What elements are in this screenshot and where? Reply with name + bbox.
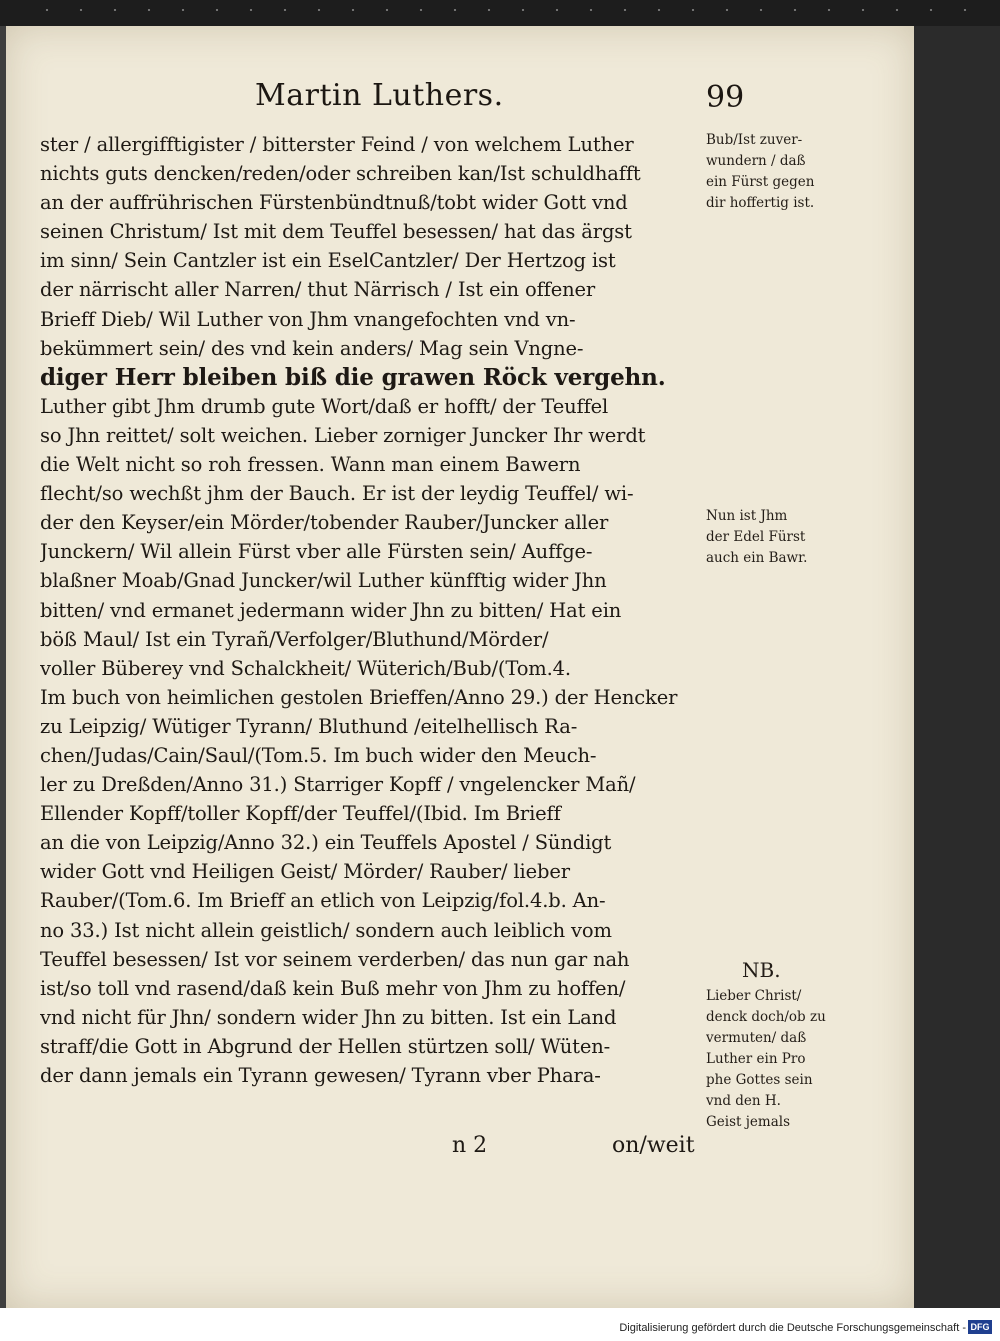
text-line: flecht/so wechßt jhm der Bauch. Er ist der leydig Teuffel/ wi- <box>40 482 634 506</box>
text-line: ist/so toll vnd rasend/daß kein Buß mehr von Jhm zu hoffen/ <box>40 976 626 1000</box>
running-head: Martin Luthers. <box>255 78 504 113</box>
text-line: voller Büberey vnd Schalckheit/ Wüterich/Bub/(Tom.4. <box>40 656 571 680</box>
main-text-column <box>40 130 704 1090</box>
marginal-line: ein Fürst gegen <box>706 174 815 190</box>
text-line: Teuffel besessen/ Ist vor seinem verderben/ das nun gar nah <box>40 947 630 971</box>
text-line: im sinn/ Sein Cantzler ist ein EselCantzler/ Der Hertzog ist <box>40 249 616 273</box>
text-line: seinen Christum/ Ist mit dem Teuffel besessen/ hat das ärgst <box>40 220 632 244</box>
marginal-line: Geist jemals <box>706 1114 791 1130</box>
text-line: an die von Leipzig/Anno 32.) ein Teuffels Apostel / Sündigt <box>40 831 612 855</box>
marginal-note-2 <box>706 506 844 569</box>
marginal-line: der Edel Fürst <box>706 529 806 545</box>
text-line: so Jhn reittet/ solt weichen. Lieber zorniger Juncker Ihr werdt <box>40 423 646 447</box>
marginal-line: wundern / daß <box>706 153 806 169</box>
text-line: an der auffrührischen Fürstenbündtnuß/tobt wider Gott vnd <box>40 191 628 215</box>
marginal-line: Luther ein Pro <box>706 1051 806 1067</box>
text-line: Rauber/(Tom.6. Im Brieff an etlich von Leipzig/fol.4.b. An- <box>40 889 606 913</box>
marginal-line: Bub/Ist zuver- <box>706 132 803 148</box>
marginal-nb: NB. <box>742 958 781 982</box>
text-line: vnd nicht für Jhn/ sondern wider Jhn zu bitten. Ist ein Land <box>40 1005 617 1029</box>
text-line: nichts guts dencken/reden/oder schreiben kan/Ist schuldhafft <box>40 162 641 186</box>
signature-mark: n 2 <box>452 1133 488 1158</box>
marginal-line: vermuten/ daß <box>706 1030 807 1046</box>
text-line: die Welt nicht so roh fressen. Wann man einem Bawern <box>40 453 581 477</box>
marginal-line: phe Gottes sein <box>706 1072 813 1088</box>
text-line: der den Keyser/ein Mörder/tobender Rauber/Juncker aller <box>40 511 609 535</box>
text-line: der dann jemals ein Tyrann gewesen/ Tyrann vber Phara- <box>40 1064 601 1087</box>
text-line: böß Maul/ Ist ein Tyrañ/Verfolger/Bluthund/Mörder/ <box>40 627 549 651</box>
marginal-note-1 <box>706 130 844 214</box>
text-line: Ellender Kopff/toller Kopff/der Teuffel/(Ibid. Im Brieff <box>40 802 561 826</box>
marginal-line: Nun ist Jhm <box>706 508 788 524</box>
text-line: no 33.) Ist nicht allein geistlich/ sondern auch leiblich vom <box>40 918 612 942</box>
marginal-line: vnd den H. <box>706 1093 781 1109</box>
digitization-credit: Digitalisierung gefördert durch die Deutsche Forschungsgemeinschaft - <box>619 1322 966 1334</box>
scanner-dots <box>30 9 980 11</box>
text-line: Luther gibt Jhm drumb gute Wort/daß er hofft/ der Teuffel <box>40 394 609 418</box>
page-number: 99 <box>706 80 745 115</box>
marginal-note-3 <box>706 986 844 1133</box>
text-line: blaßner Moab/Gnad Juncker/wil Luther künfftig wider Jhn <box>40 569 607 593</box>
text-line-emphasis: diger Herr bleiben biß die grawen Röck vergehn. <box>40 363 666 391</box>
scan-dark-margin <box>914 26 1000 1308</box>
text-line: bitten/ vnd ermanet jedermann wider Jhn zu bitten/ Hat ein <box>40 598 622 622</box>
text-line: chen/Judas/Cain/Saul/(Tom.5. Im buch wider den Meuch- <box>40 743 597 767</box>
marginal-line: denck doch/ob zu <box>706 1009 826 1025</box>
dfg-logo-icon: DFG <box>968 1320 992 1334</box>
marginal-line: Lieber Christ/ <box>706 988 802 1004</box>
text-line: zu Leipzig/ Wütiger Tyrann/ Bluthund /eitelhellisch Ra- <box>40 714 578 738</box>
text-line: bekümmert sein/ des vnd kein anders/ Mag sein Vngne- <box>40 336 584 360</box>
text-line: ler zu Dreßden/Anno 31.) Starriger Kopff / vngelencker Mañ/ <box>40 773 636 797</box>
text-line: Im buch von heimlichen gestolen Brieffen/Anno 29.) der Hencker <box>40 685 678 709</box>
scanner-top-strip <box>0 0 1000 26</box>
text-line: ster / allergifftigister / bitterster Feind / von welchem Luther <box>40 133 634 156</box>
text-line: wider Gott vnd Heiligen Geist/ Mörder/ Rauber/ lieber <box>40 860 570 884</box>
marginal-line: dir hoffertig ist. <box>706 195 815 211</box>
text-line: der närrischt aller Narren/ thut Närrisch / Ist ein offener <box>40 278 596 302</box>
text-line: Brieff Dieb/ Wil Luther von Jhm vnangefochten vnd vn- <box>40 307 576 331</box>
text-line: straff/die Gott in Abgrund der Hellen stürtzen soll/ Wüten- <box>40 1034 611 1058</box>
text-line: Junckern/ Wil allein Fürst vber alle Fürsten sein/ Auffge- <box>40 540 593 564</box>
marginal-line: auch ein Bawr. <box>706 550 808 566</box>
catchword: on/weit <box>612 1133 695 1158</box>
